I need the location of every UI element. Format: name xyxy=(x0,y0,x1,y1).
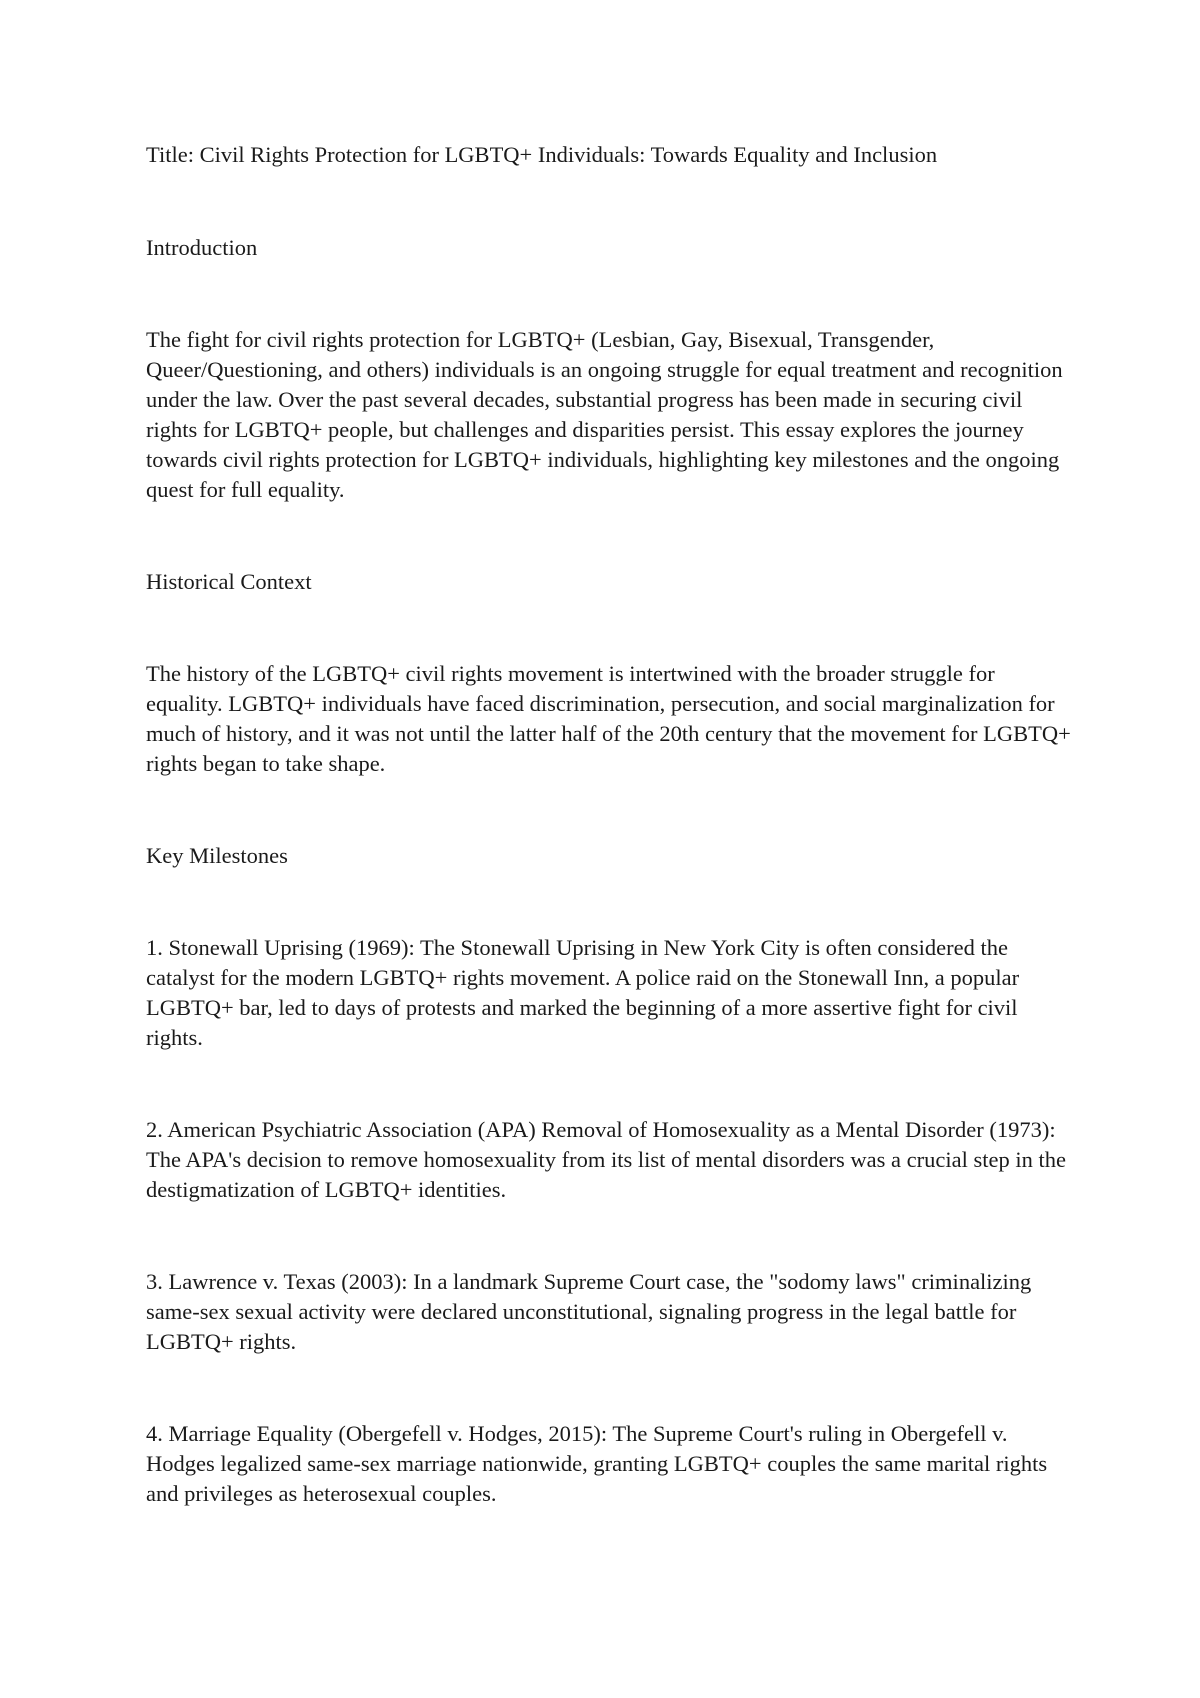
document-title: Title: Civil Rights Protection for LGBTQ+ Individuals: Towards Equality and Inclusion xyxy=(146,142,938,167)
historical-context-paragraph: The history of the LGBTQ+ civil rights movement is intertwined with the broader struggle for equality. LGBTQ+ individuals have faced discrimination, persecution, and social marginalization for much of history, and it was not until the latter half of the 20th century that the movement for LGBTQ+ rights began to take shape. xyxy=(146,661,1071,776)
milestone-item-lawrence: 3. Lawrence v. Texas (2003): In a landmark Supreme Court case, the "sodomy laws" criminalizing same-sex sexual activity were declared unconstitutional, signaling progress in the legal battle for LGBTQ+ rights. xyxy=(146,1269,1032,1354)
milestone-item-stonewall: 1. Stonewall Uprising (1969): The Stonewall Uprising in New York City is often considered the catalyst for the modern LGBTQ+ rights movement. A police raid on the Stonewall Inn, a popular LGBTQ+ bar, led to days of protests and marked the beginning of a more assertive fight for civil rights. xyxy=(146,935,1020,1050)
section-heading-introduction: Introduction xyxy=(146,235,258,260)
introduction-paragraph: The fight for civil rights protection for LGBTQ+ (Lesbian, Gay, Bisexual, Transgender, Queer/Questioning, and others) individuals is an ongoing struggle for equal treatment and recognition under the law. Over the past several decades, substantial progress has been made in securing civil rights for LGBTQ+ people, but challenges and disparities persist. This essay explores the journey towards civil rights protection for LGBTQ+ individuals, highlighting key milestones and the ongoing quest for full equality. xyxy=(146,327,1063,502)
document-body xyxy=(146,140,1076,1509)
milestone-item-apa: 2. American Psychiatric Association (APA) Removal of Homosexuality as a Mental Disorder (1973): The APA's decision to remove homosexuality from its list of mental disorders was a crucial step in the destigmatization of LGBTQ+ identities. xyxy=(146,1117,1066,1202)
milestone-item-obergefell: 4. Marriage Equality (Obergefell v. Hodges, 2015): The Supreme Court's ruling in Obergefell v. Hodges legalized same-sex marriage nationwide, granting LGBTQ+ couples the same marital rights and privileges as heterosexual couples. xyxy=(146,1421,1048,1506)
section-heading-historical-context: Historical Context xyxy=(146,569,312,594)
section-heading-key-milestones: Key Milestones xyxy=(146,843,288,868)
